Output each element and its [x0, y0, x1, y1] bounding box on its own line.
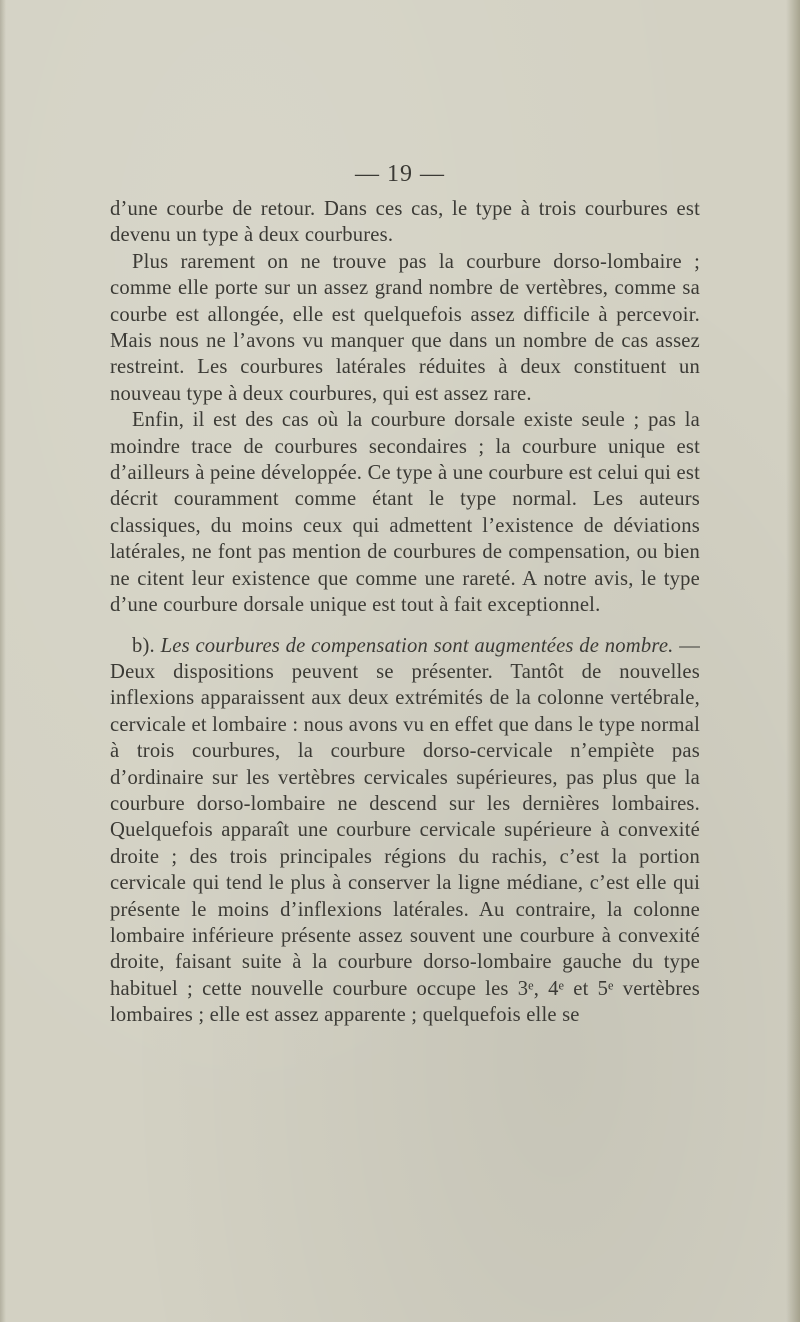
page-number: — 19 — [355, 161, 445, 187]
section-body: — Deux dispositions peuvent se présenter. Tantôt de nouvelles inflexions apparaissent aux deux extrémités de la colonne vertébrale, cervicale et lombaire : nous avons vu en effet que dans le type normal à trois courbures, la courbure dorso-cervicale n’empiète pas d’ordinaire sur les vertèbres cervicales supérieures, pas plus que la courbure dorso-lombaire ne descend sur les dernières lombaires. Quelquefois apparaît une courbure cervicale supérieure à convexité droite ; des trois principales régions du rachis, c’est la portion cervicale qui tend le plus à conserver la ligne médiane, c’est elle qui présente le moins d’inflexions latérales. Au contraire, la colonne lombaire inférieure présente assez souvent une courbure à convexité droite, faisant suite à la courbure dorso-lombaire gauche du type habituel ; cette nouvelle courbure occupe les 3ᵉ, 4ᵉ et 5ᵉ vertèbres lombaires ; elle est assez apparente ; quelquefois elle se [110, 634, 700, 1027]
page-left-edge-shadow [0, 0, 6, 1322]
section-label: b). [132, 634, 155, 657]
paragraph-4 [110, 633, 700, 1029]
paragraph-2: Plus rarement on ne trouve pas la courbure dorso-lombaire ; comme elle porte sur un assez grand nombre de vertèbres, comme sa courbe est allongée, elle est quelquefois assez difficile à percevoir. Mais nous ne l’avons vu manquer que dans un nombre de cas assez restreint. Les courbures latérales réduites à deux constituent un nouveau type à deux courbures, qui est assez rare. [110, 250, 700, 405]
page-right-edge-shadow [786, 0, 800, 1322]
paragraph-3: Enfin, il est des cas où la courbure dorsale existe seule ; pas la moindre trace de courbures secondaires ; la courbure unique est d’ailleurs à peine développée. Ce type à une courbure est celui qui est décrit couramment comme étant le type normal. Les auteurs classiques, du moins ceux qui admettent l’existence de déviations latérales, ne font pas mention de courbures de compensation, ou bien ne citent leur existence que comme une rareté. A notre avis, le type d’une courbure dorsale unique est tout à fait exceptionnel. [110, 409, 700, 617]
paragraph-1: d’une courbe de retour. Dans ces cas, le type à trois courbures est devenu un type à deux courbures. [110, 198, 700, 247]
section-heading: Les courbures de compensation sont augmentées de nombre. [160, 634, 674, 657]
body-text [110, 196, 700, 1029]
